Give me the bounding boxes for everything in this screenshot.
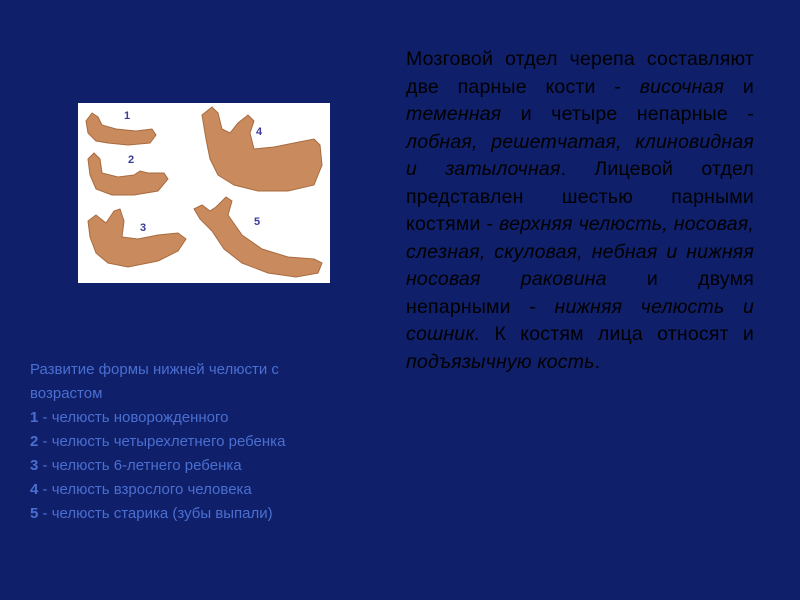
jaw-label-2: 2 <box>128 154 135 166</box>
caption-item-number: 4 <box>30 481 39 498</box>
caption-item <box>30 454 380 478</box>
caption-title-line-1: Развитие формы нижней челюсти с <box>30 361 279 378</box>
figure-caption <box>30 358 380 526</box>
caption-item <box>30 406 380 430</box>
caption-item <box>30 502 380 526</box>
caption-item-separator: - <box>38 505 52 522</box>
jaw-1-shape <box>86 113 156 145</box>
paragraph-text: . <box>594 350 601 373</box>
caption-item-text: челюсть 6-летнего ребенка <box>51 457 242 474</box>
caption-item-separator: - <box>38 481 52 498</box>
jaw-label-5: 5 <box>254 216 261 228</box>
paragraph-italic-term: теменная <box>406 103 502 125</box>
caption-item <box>30 478 380 502</box>
jaw-development-figure <box>78 103 330 283</box>
paragraph-italic-term: нижняя челюсть и сошник. <box>406 295 754 345</box>
caption-item-number: 1 <box>30 409 39 426</box>
caption-item-number: 3 <box>30 457 39 474</box>
caption-item-text: челюсть четырехлетнего ребенка <box>51 433 286 450</box>
caption-item-text: челюсть взрослого человека <box>51 481 252 498</box>
paragraph-italic-term: височная <box>639 75 725 98</box>
jaw-label-1: 1 <box>124 110 131 122</box>
paragraph-text: Мозговой отдел черепа составляют две парные кости - <box>406 48 754 98</box>
caption-item <box>30 430 380 454</box>
paragraph-text: и четыре непарные - <box>501 103 754 125</box>
caption-item-separator: - <box>38 457 52 474</box>
jaw-label-4: 4 <box>256 126 263 138</box>
paragraph-italic-term: подъязычную кость <box>406 350 595 373</box>
paragraph-text: и двумя непарными - <box>406 268 754 318</box>
jaw-3-shape <box>88 209 186 267</box>
jaw-5-shape <box>194 197 322 277</box>
caption-title-line-2: возрастом <box>30 385 103 402</box>
caption-item-number: 2 <box>30 433 39 450</box>
caption-item-text: челюсть новорожденного <box>51 409 229 426</box>
skull-bones-paragraph <box>406 46 754 376</box>
paragraph-italic-term: верхняя челюсть, носовая, слезная, скуловая, небная и нижняя носовая раковина <box>406 213 754 290</box>
caption-item-number: 5 <box>30 505 39 522</box>
caption-item-separator: - <box>38 409 52 426</box>
caption-item-text: челюсть старика (зубы выпали) <box>51 505 273 522</box>
paragraph-text: . Лицевой отдел представлен шестью парными костями - <box>406 158 754 235</box>
caption-item-separator: - <box>38 433 52 450</box>
jaw-label-3: 3 <box>140 222 147 234</box>
jaw-4-shape <box>202 107 322 191</box>
paragraph-italic-term: лобная, решетчатая, клиновидная и затылочная <box>406 130 754 180</box>
paragraph-text: и <box>724 75 754 98</box>
paragraph-text: К костям лица относят и <box>480 323 754 345</box>
jaw-illustration <box>78 103 330 283</box>
